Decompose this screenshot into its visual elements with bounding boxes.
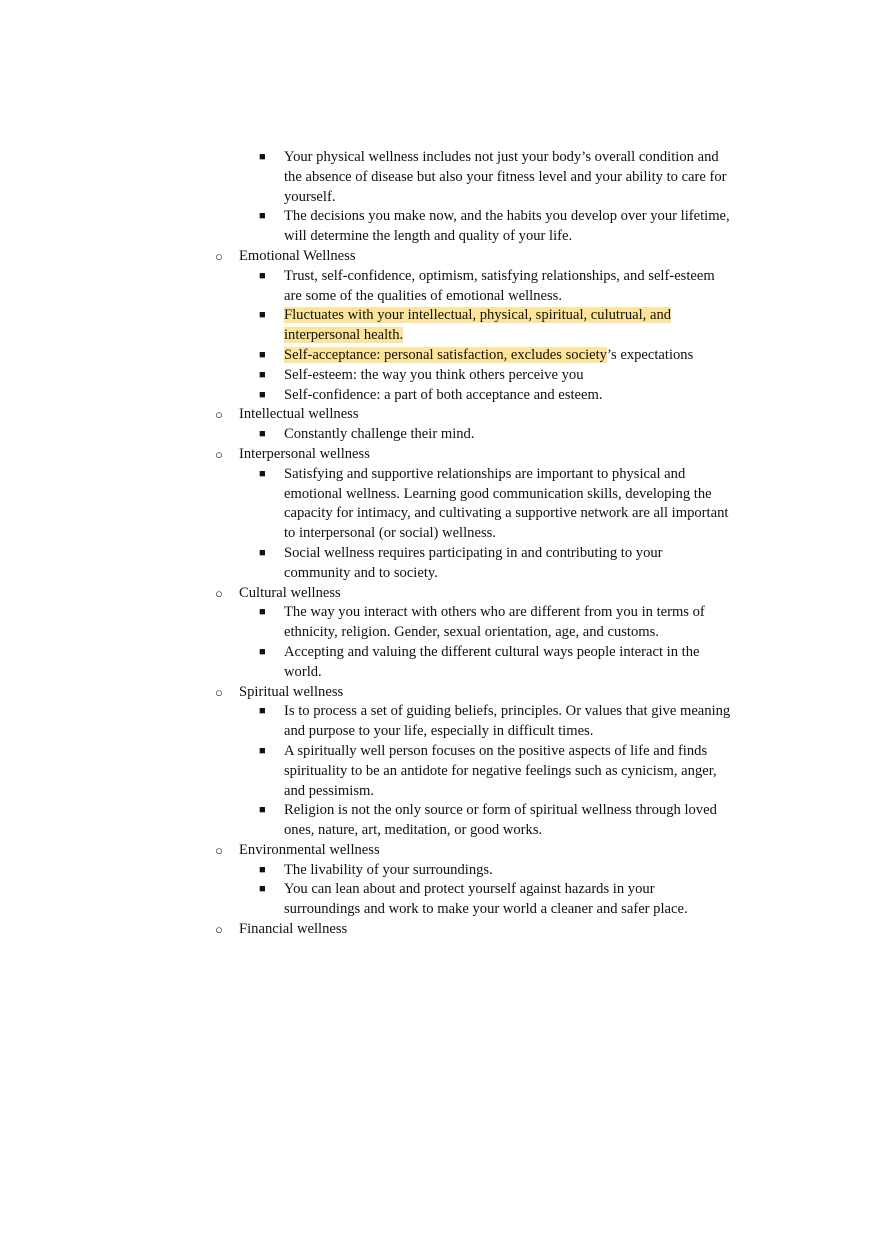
square-bullet-icon: ■: [259, 348, 266, 361]
list-item: ■ Religion is not the only source or form of spiritual wellness through loved ones, nature, art, meditation, or good works.: [259, 802, 717, 839]
section-cultural-wellness: ○ Cultural wellness: [0, 584, 880, 604]
square-bullet-icon: ■: [259, 368, 266, 381]
list-item: ■ Trust, self-confidence, optimism, satisfying relationships, and self-esteem are some of the qualities of emotional wellness.: [259, 267, 715, 304]
list-item: ■ Your physical wellness includes not just your body’s overall condition and the absence of disease but also your fitness level and your ability to care for yourself.: [259, 149, 727, 205]
section-spiritual-wellness: ○ Spiritual wellness: [0, 683, 880, 703]
section-financial-wellness: ○ Financial wellness: [0, 920, 880, 940]
list-item: ■ The decisions you make now, and the habits you develop over your lifetime, will determine the length and quality of your life.: [259, 208, 730, 245]
circle-bullet-icon: ○: [215, 248, 223, 264]
square-bullet-icon: ■: [259, 744, 266, 757]
list-item: ■ Accepting and valuing the different cultural ways people interact in the world.: [259, 643, 700, 680]
square-bullet-icon: ■: [259, 388, 266, 401]
list-item-highlighted: [0, 306, 732, 346]
section-emotional-wellness: ○ Emotional Wellness: [0, 247, 880, 267]
highlighted-text: Self-acceptance: personal satisfaction, excludes society: [284, 346, 607, 363]
list-item: ■ Satisfying and supportive relationships are important to physical and emotional wellness. Learning good communication skills, developing the capacity for intimacy, and cultivating a supportive network are all important to interpersonal (or social) wellness.: [259, 465, 729, 542]
list-item: ■ Social wellness requires participating in and contributing to your community and to society.: [259, 544, 663, 581]
list-item: ■ Self-confidence: a part of both acceptance and esteem.: [0, 386, 732, 406]
circle-bullet-icon: ○: [215, 842, 223, 858]
square-bullet-icon: ■: [259, 467, 266, 480]
circle-bullet-icon: ○: [215, 407, 223, 423]
square-bullet-icon: ■: [259, 546, 266, 559]
square-bullet-icon: ■: [259, 804, 266, 817]
square-bullet-icon: ■: [259, 863, 266, 876]
square-bullet-icon: ■: [259, 883, 266, 896]
section-intellectual-wellness: ○ Intellectual wellness: [0, 405, 880, 425]
square-bullet-icon: ■: [259, 428, 266, 441]
list-item: ■ Self-acceptance: personal satisfaction, excludes society’s expectations: [0, 346, 732, 366]
square-bullet-icon: ■: [259, 606, 266, 619]
square-bullet-icon: ■: [259, 645, 266, 658]
list-item: ■ Is to process a set of guiding beliefs, principles. Or values that give meaning and purpose to your life, especially in difficult times.: [259, 703, 731, 740]
square-bullet-icon: ■: [259, 210, 266, 223]
wellness-outline: [0, 148, 880, 940]
square-bullet-icon: ■: [259, 151, 266, 163]
list-item: ■ You can lean about and protect yourself against hazards in your surroundings and work to make your world a cleaner and safer place.: [259, 881, 688, 918]
list-item: ■ The way you interact with others who are different from you in terms of ethnicity, religion. Gender, sexual orientation, age, and customs.: [259, 604, 705, 641]
list-item: ■ Self-esteem: the way you think others perceive you: [0, 366, 732, 386]
square-bullet-icon: ■: [259, 309, 266, 322]
circle-bullet-icon: ○: [215, 922, 223, 938]
list-item: ■ A spiritually well person focuses on the positive aspects of life and finds spirituality to be an antidote for negative feelings such as cynicism, anger, and pessimism.: [259, 742, 717, 799]
circle-bullet-icon: ○: [215, 585, 223, 601]
list-item: ■ Constantly challenge their mind.: [0, 425, 732, 445]
circle-bullet-icon: ○: [215, 446, 223, 462]
list-item: ■ The livability of your surroundings.: [0, 861, 732, 881]
section-environmental-wellness: ○ Environmental wellness: [0, 841, 880, 861]
section-interpersonal-wellness: ○ Interpersonal wellness: [0, 445, 880, 465]
square-bullet-icon: ■: [259, 705, 266, 718]
highlighted-text: Fluctuates with your intellectual, physical, spiritual, culutrual, and interpersonal health.: [284, 307, 672, 344]
circle-bullet-icon: ○: [215, 684, 223, 700]
square-bullet-icon: ■: [259, 269, 266, 282]
